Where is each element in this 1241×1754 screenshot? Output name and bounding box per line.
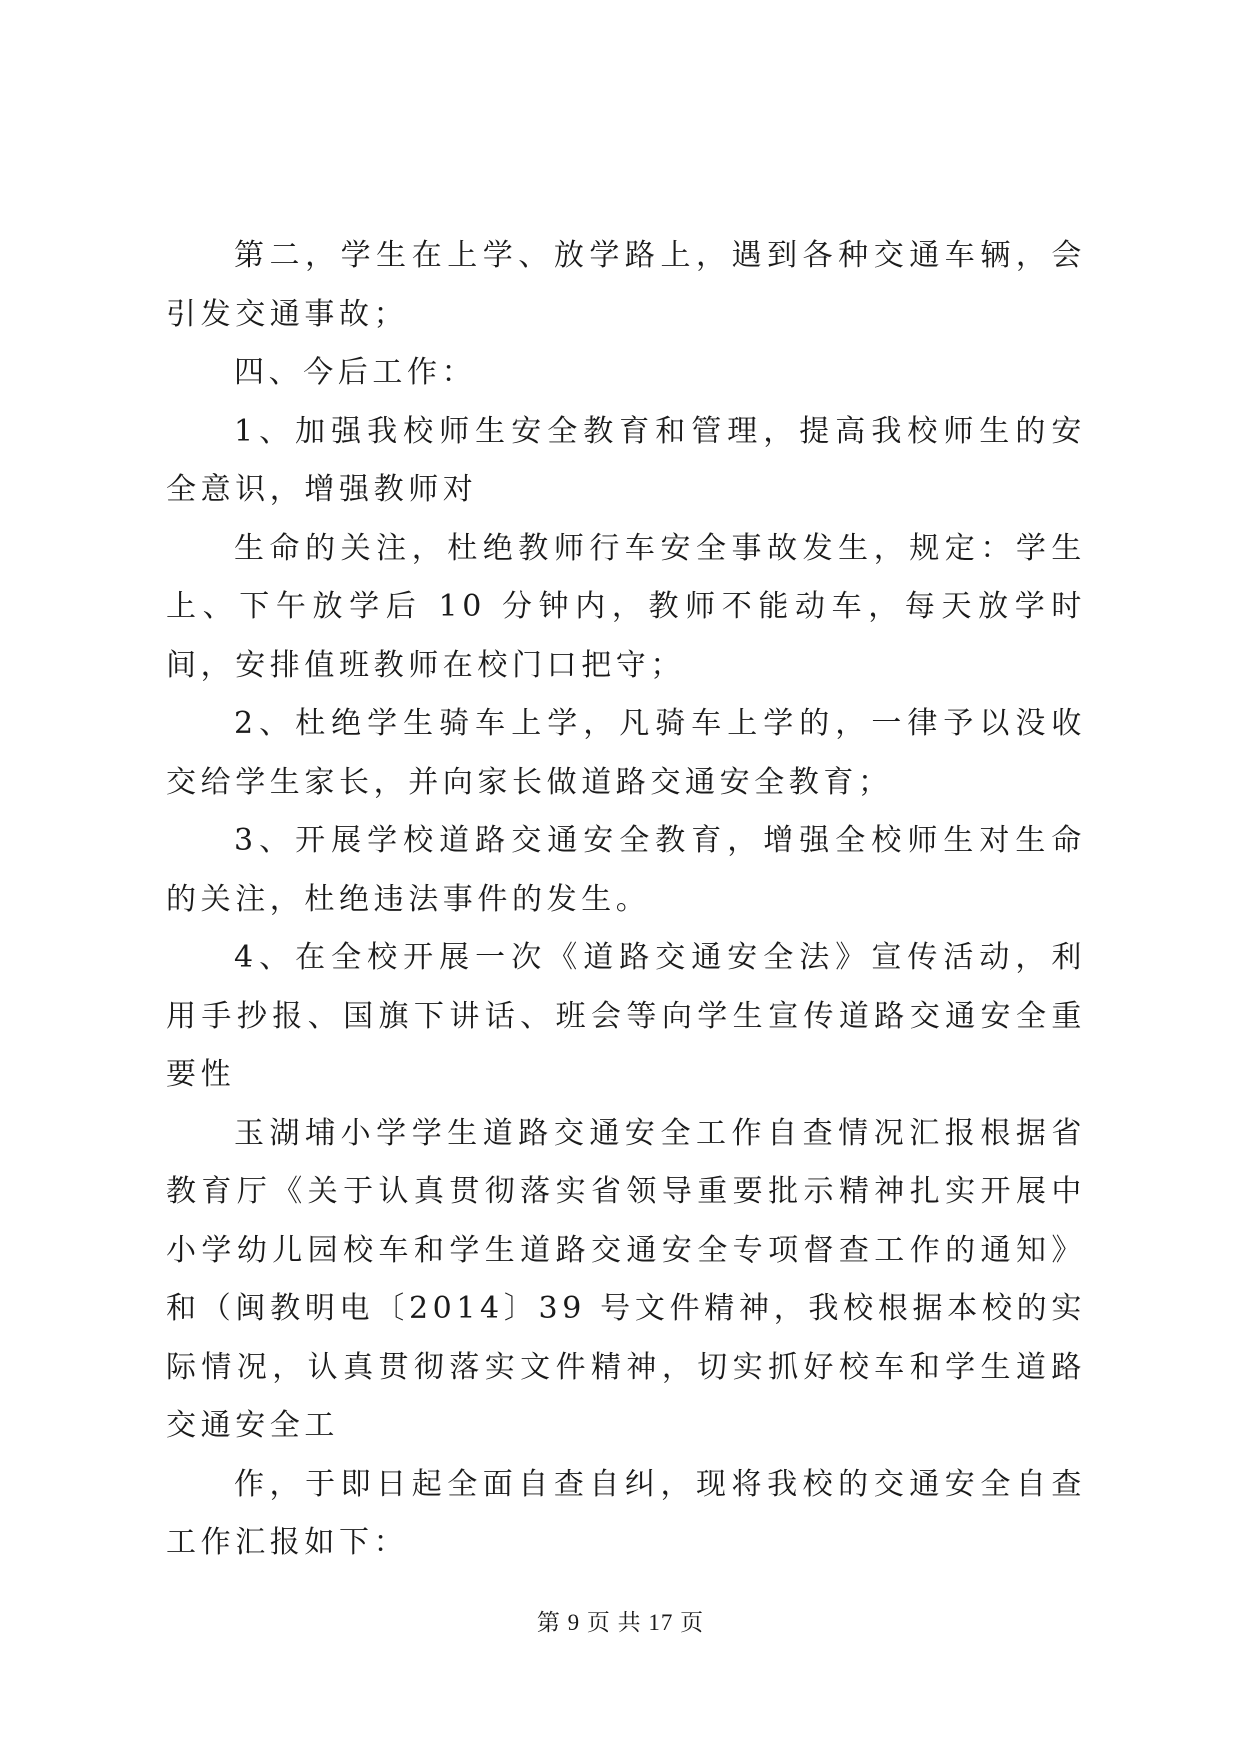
- paragraph-5: 2、杜绝学生骑车上学，凡骑车上学的，一律予以没收交给学生家长，并向家长做道路交通安全教育；: [166, 706, 1086, 800]
- paragraph-8: 玉湖埔小学学生道路交通安全工作自查情况汇报根据省教育厅《关于认真贯彻落实省领导重要批示精神扎实开展中小学幼儿园校车和学生道路交通安全专项督查工作的通知》和（闽教明电〔2014〕39 号文件精神，我校根据本校的实际情况，认真贯彻落实文件精神，切实抓好校车和学生道路交通安全工: [166, 1115, 1086, 1443]
- page-number-footer: 第 9 页 共 17 页: [536, 1610, 705, 1635]
- paragraph-7: 4、在全校开展一次《道路交通安全法》宣传活动，利用手抄报、国旗下讲话、班会等向学生宣传道路交通安全重要性: [166, 940, 1086, 1092]
- paragraph-6: 3、开展学校道路交通安全教育，增强全校师生对生命的关注，杜绝违法事件的发生。: [166, 823, 1086, 917]
- paragraph-2: 四、今后工作：: [234, 355, 477, 390]
- paragraph-4: 生命的关注，杜绝教师行车安全事故发生，规定：学生上、下午放学后 10 分钟内，教师不能动车，每天放学时间，安排值班教师在校门口把守；: [166, 530, 1086, 683]
- document-body: [166, 227, 1086, 1573]
- paragraph-9: 作，于即日起全面自查自纠，现将我校的交通安全自查工作汇报如下：: [166, 1466, 1086, 1560]
- paragraph-3: 1、加强我校师生安全教育和管理，提高我校师生的安全意识，增强教师对: [166, 413, 1086, 507]
- paragraph-1: 第二，学生在上学、放学路上，遇到各种交通车辆，会引发交通事故；: [166, 238, 1086, 332]
